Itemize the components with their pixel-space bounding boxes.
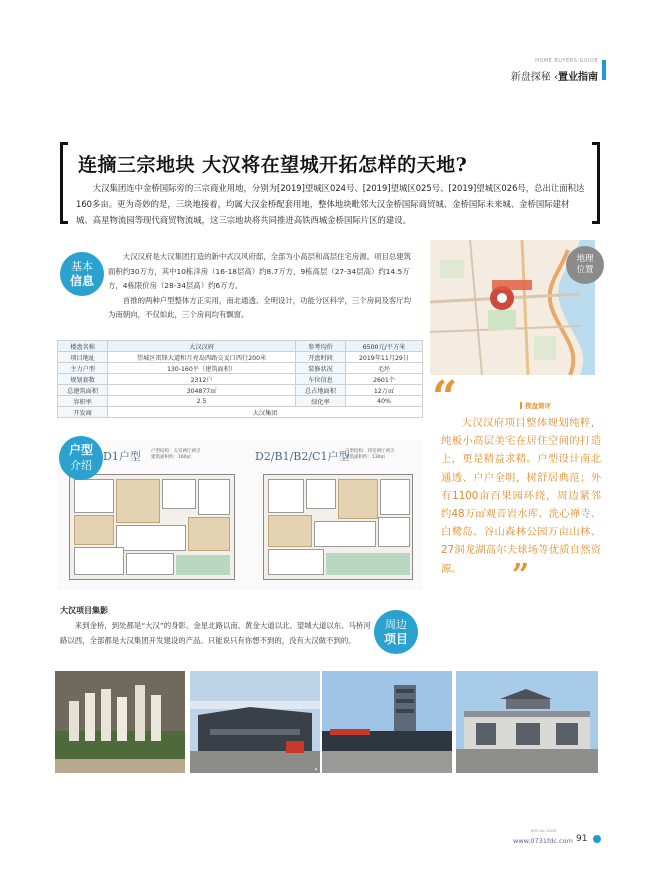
basic-info-text (108, 250, 418, 323)
table-cell: 总占地面积 (295, 385, 345, 396)
table-cell: 车位信息 (295, 374, 345, 385)
surroundings-tag (374, 610, 418, 654)
photo-1-image (55, 671, 185, 773)
room (74, 515, 114, 545)
table-cell: 容积率 (58, 396, 108, 407)
project-photo-1 (55, 671, 185, 773)
room (116, 479, 160, 523)
section-subname: 置业指南 (558, 72, 598, 83)
table-cell: 12万㎡ (346, 385, 423, 396)
table-cell: 望城区雷锋大道和月亮岛西路交叉口西行200米 (108, 352, 296, 363)
floorplan-1-area: 建筑面积约：160㎡ (151, 455, 192, 460)
floorplan-1-meta (151, 449, 201, 461)
table-cell: 2312户 (108, 374, 296, 385)
table-cell: 绿化率 (295, 396, 345, 407)
table-cell: 2601个 (346, 374, 423, 385)
floorplan-tag (59, 436, 103, 480)
quote-open-icon: “ (432, 372, 458, 423)
room (306, 479, 336, 509)
footer-website: www.0731fdc.com (513, 837, 573, 845)
balcony-plant (326, 553, 410, 575)
floorplan-2-drawing (263, 474, 413, 580)
floorplan-panel (57, 440, 423, 590)
table-cell: 2019年11月29日 (346, 352, 423, 363)
table-row (58, 407, 423, 418)
room (314, 521, 376, 547)
table-row (58, 396, 423, 407)
photo-caption-icon: ▪ (314, 767, 317, 771)
page-dot-icon (593, 835, 601, 843)
page-number: 91 (576, 834, 588, 844)
room (338, 479, 378, 519)
room (198, 479, 230, 515)
surroundings-tag-line2: 项目 (383, 632, 408, 646)
table-cell: 开盘时间 (295, 352, 345, 363)
table-cell: 规划套数 (58, 374, 108, 385)
floorplan-1-title: D1户型 (103, 450, 141, 463)
header-accent-bar (602, 60, 606, 80)
location-tag (566, 246, 604, 284)
header-kicker: HOME BUYERS GUIDE (535, 58, 598, 64)
project-photo-4 (456, 671, 598, 773)
table-cell: 大汉集团 (108, 407, 423, 418)
table-cell: 参考均价 (295, 341, 345, 352)
table-row (58, 341, 423, 352)
table-cell: 总建筑面积 (58, 385, 108, 396)
table-cell: 项目地址 (58, 352, 108, 363)
table-cell: 毛坯 (346, 363, 423, 374)
floorplan-2-meta (345, 449, 395, 461)
title-bracket-left (60, 142, 68, 224)
room (380, 479, 410, 515)
article-lead: 大汉集团连中金桥国际旁的三宗商业用地，分别为[2019]望城区024号、[2019]望城区025号、[2019]望城区026号，总出让面积达160多亩。更为奇妙的是，三块地接着，均属大汉金桥配套用地，整体地块毗邻大汉金桥国际商贸城、金桥国际未来城、金桥国际建材城、高星物流园等现代商贸物流城，这三宗地块将共同推进高铁西城金桥国际片区的建设。 (76, 183, 585, 225)
table-row (58, 352, 423, 363)
comment-text: 大汉汉府项目整体规划纯粹，纯板小高层美宅在居住空间的打造上，更是精益求精。户型设计南北通透、户户全明，树舒居典范；外有1100亩百果园环绕，周边紧邻约48万㎡观音岩水库、洗心禅寺、白鹭岛、谷山森林公园万亩山林、27洞龙湖高尔夫球场等优质自然资源。 (441, 417, 601, 575)
room (268, 479, 304, 513)
section-name: 新盘探秘 (510, 72, 551, 83)
room (378, 517, 410, 547)
table-cell: 装修状况 (295, 363, 345, 374)
section-header (511, 68, 598, 83)
table-row (58, 374, 423, 385)
room (268, 549, 324, 575)
floorplan-tag-line1: 户型 (68, 443, 93, 457)
room (116, 525, 186, 551)
title-bracket-right (592, 142, 600, 224)
balcony-plant (176, 555, 230, 575)
project-photo-3 (322, 671, 452, 773)
floorplan-tag-line2: 介绍 (70, 459, 92, 472)
room (126, 553, 174, 575)
surroundings-tag-line1: 周边 (385, 618, 407, 631)
room (162, 479, 196, 509)
project-photo-2 (190, 671, 320, 773)
basic-paragraph-2: 首推的两种户型整体方正实用，南北通透、全明设计，功能分区科学，三个房间及客厅均为南朝向，不仅如此，三个房间均有飘窗。 (108, 295, 412, 319)
project-info-table (57, 340, 423, 418)
table-cell: 304877㎡ (108, 385, 296, 396)
table-cell: 2.5 (108, 396, 296, 407)
table-cell: 40% (346, 396, 423, 407)
comment-label: 探盘简评 (520, 401, 551, 410)
quote-close-icon: ” (512, 558, 530, 593)
floorplan-2-structure: 户型结构：四室两厅两卫 (345, 449, 395, 454)
photo-4-image (456, 671, 598, 773)
section-separator: ‹ (554, 72, 558, 83)
photo-3-image (322, 671, 452, 773)
floorplan-2-area: 建筑面积约：130㎡ (345, 455, 386, 460)
room (268, 515, 312, 547)
floorplan-1-drawing (69, 474, 235, 580)
floorplan-2-title: D2/B1/B2/C1户型 (255, 450, 350, 463)
table-row (58, 385, 423, 396)
location-tag-line1: 地理 (576, 254, 594, 264)
basic-paragraph-1: 大汉汉府是大汉集团打造的新中式汉风府邸，全部为小高层和高层住宅房源。项目总建筑面积约30万方，其中10栋洋房（16-18层高）约8.7万方，9栋高层（27-34层高）约14.5万方，4栋限价房（28-34层高）约6万方。 (108, 252, 412, 290)
location-tag-line2: 位置 (576, 265, 594, 275)
room (188, 517, 230, 551)
table-cell: 开发商 (58, 407, 108, 418)
room (74, 479, 114, 513)
photo-2-image (190, 671, 320, 773)
footer-issue: SPECIAL ISSUE (531, 829, 557, 833)
table-row (58, 363, 423, 374)
surroundings-text: 来到金桥，到处都是“大汉”的身影。金星北路以南、黄金大道以北、望城大道以东、马桥河路以西，全部都是大汉集团开发建设的产品。只能说只有你想不到的，没有大汉做不到的。 (60, 621, 371, 645)
article-title: 连摘三宗地块 大汉将在望城开拓怎样的天地? (78, 154, 468, 176)
table-cell: 130-160平（建筑面积） (108, 363, 296, 374)
table-cell: 6500元/平方米 (346, 341, 423, 352)
table-cell: 大汉汉府 (108, 341, 296, 352)
table-cell: 主力户型 (58, 363, 108, 374)
basic-info-tag (60, 252, 104, 296)
table-cell: 楼盘名称 (58, 341, 108, 352)
basic-info-tag-line1: 基本 (71, 260, 93, 273)
basic-info-tag-line2: 信息 (69, 274, 94, 288)
surroundings-heading: 大汉项目集影 (60, 606, 108, 615)
room (74, 547, 124, 575)
floorplan-1-structure: 户型结构：五室两厅两卫 (151, 449, 201, 454)
